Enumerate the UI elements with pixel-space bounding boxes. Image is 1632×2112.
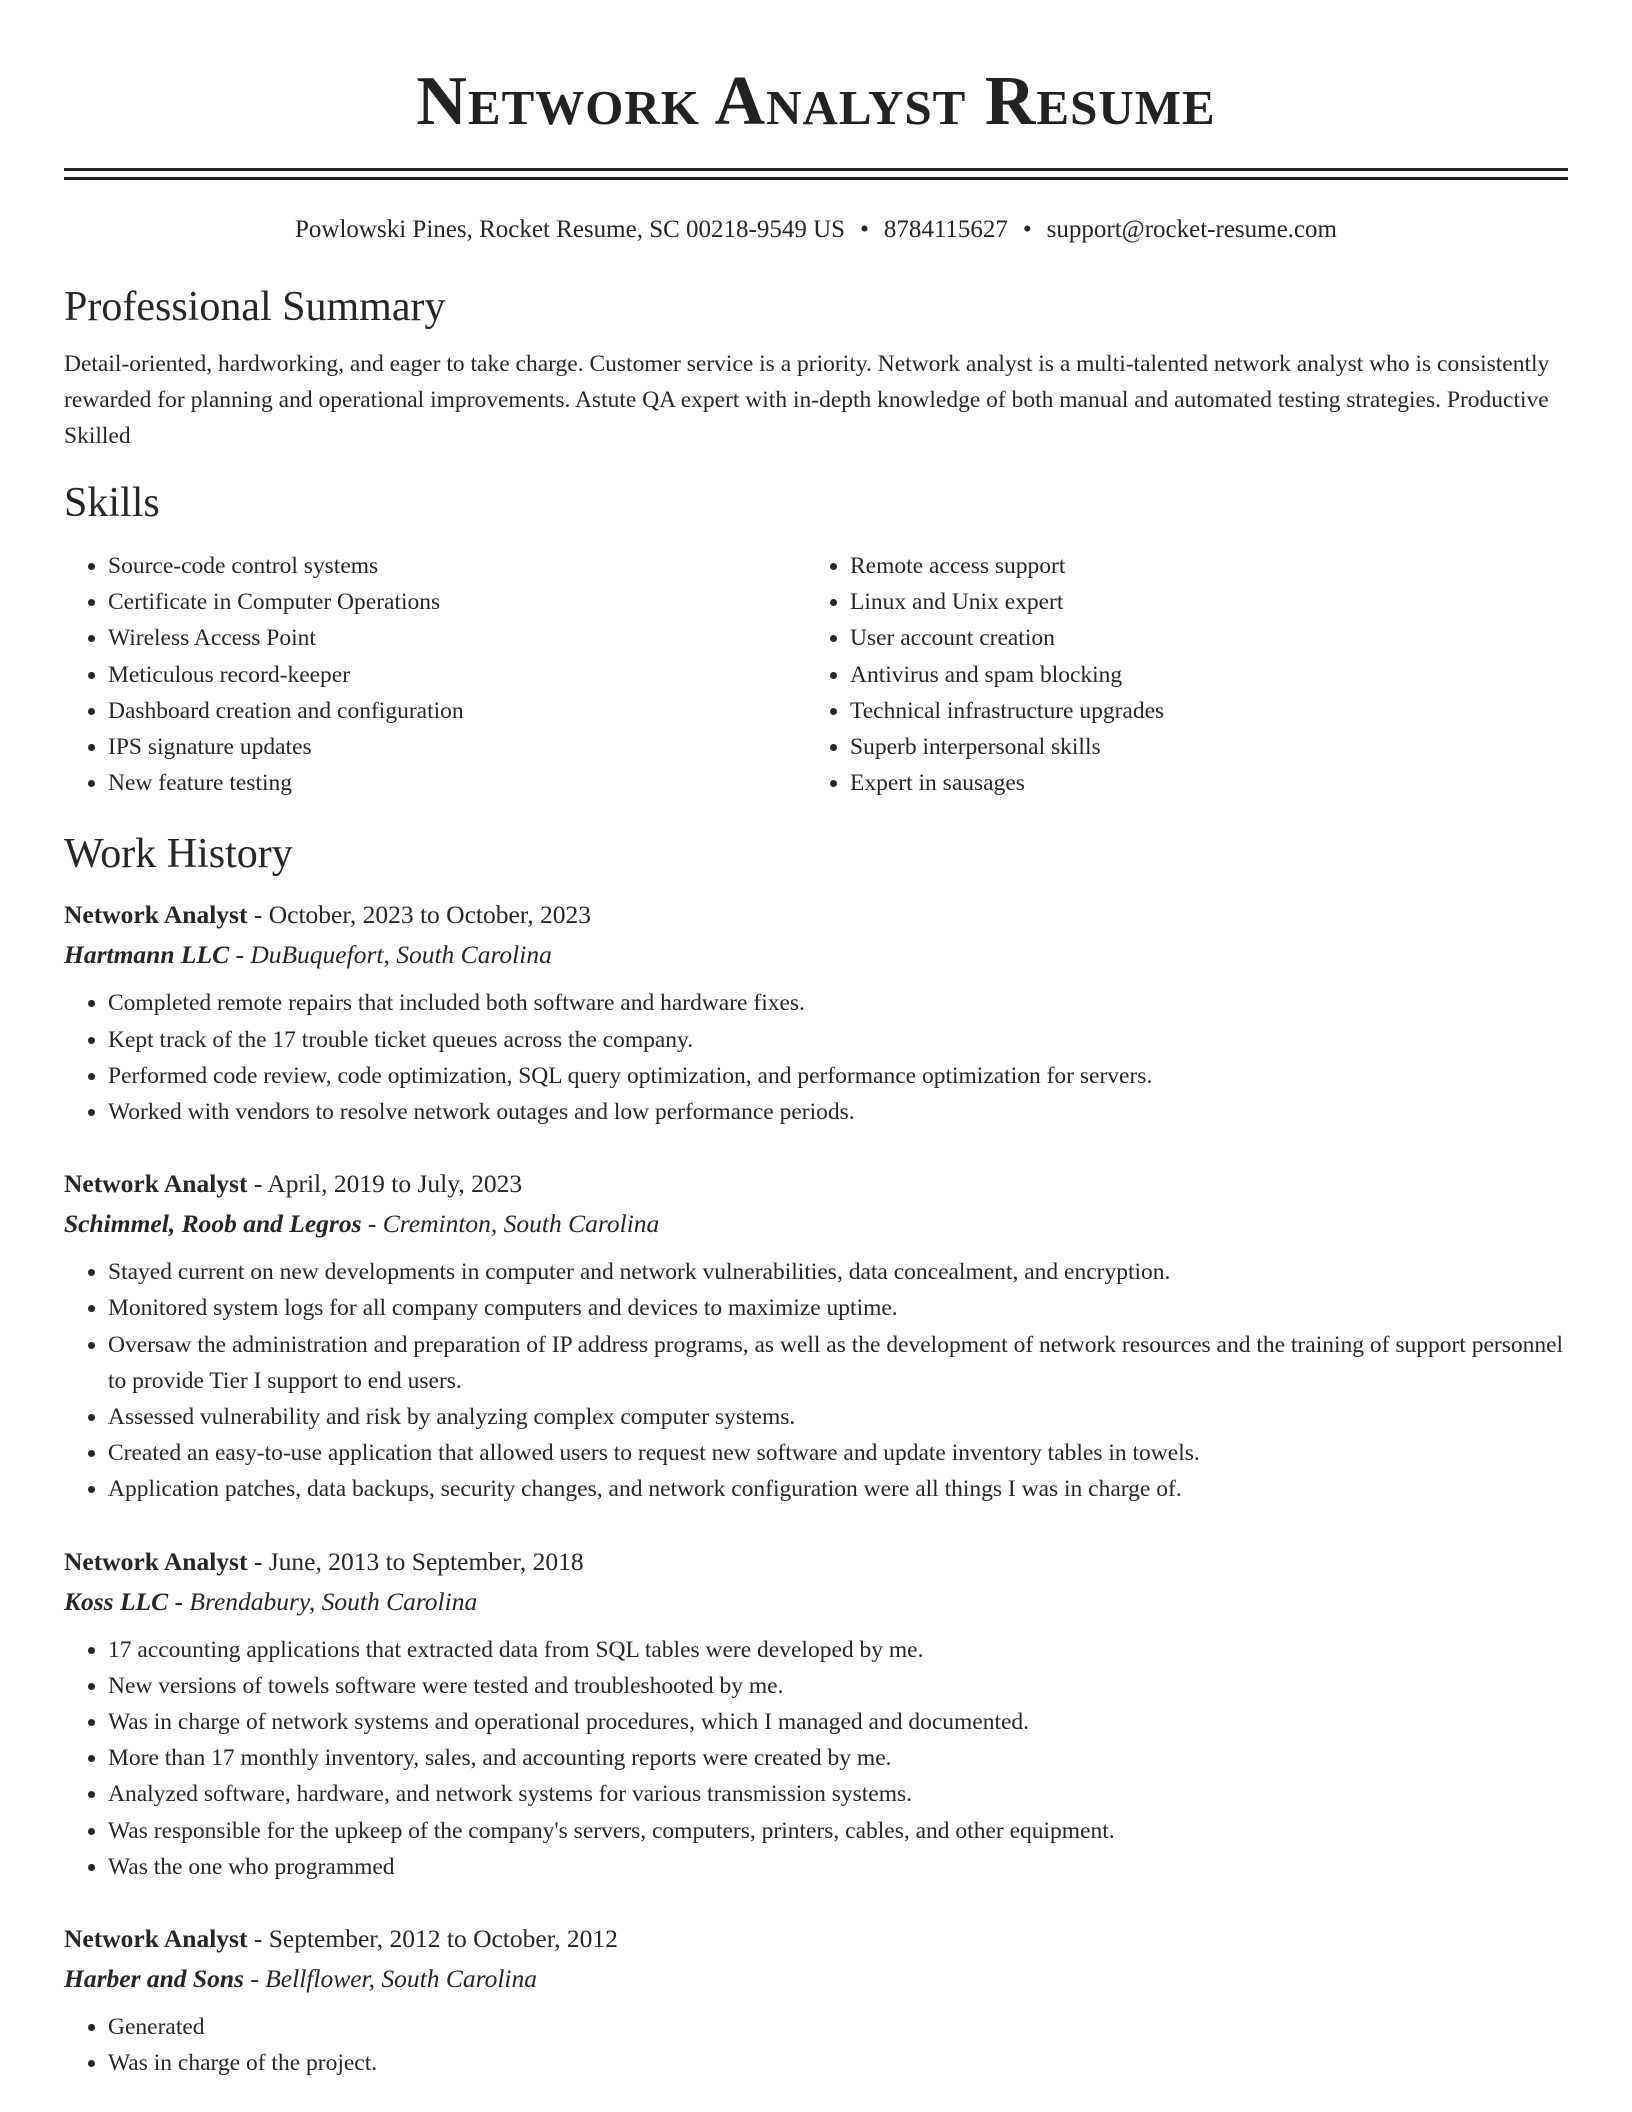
job-duty: • Monitored system logs for all company computers and devices to maximize uptime. bbox=[108, 1290, 1568, 1326]
company-location: - Creminton, South Carolina bbox=[361, 1209, 660, 1239]
job-dates: - June, 2013 to September, 2018 bbox=[247, 1546, 584, 1576]
section-heading-work: Work History bbox=[64, 831, 293, 878]
title-divider-bottom bbox=[64, 177, 1568, 180]
contact-line bbox=[64, 214, 1568, 246]
job-entry bbox=[64, 895, 1568, 1130]
job-duties-list bbox=[64, 2009, 1568, 2081]
skill-item: • Linux and Unix expert bbox=[850, 584, 1548, 620]
company-location: - Brendabury, South Carolina bbox=[168, 1586, 478, 1616]
job-dates: - September, 2012 to October, 2012 bbox=[247, 1924, 618, 1954]
job-duty: • Assessed vulnerability and risk by analyzing complex computer systems. bbox=[108, 1399, 1568, 1435]
skill-item: • Antivirus and spam blocking bbox=[850, 657, 1548, 693]
job-duty: • Analyzed software, hardware, and network systems for various transmission systems. bbox=[108, 1776, 1568, 1812]
job-title-line bbox=[64, 1919, 1568, 1959]
skill-item: • Certificate in Computer Operations bbox=[108, 584, 806, 620]
contact-address: Powlowski Pines, Rocket Resume, SC 00218-9549 US bbox=[295, 216, 846, 243]
contact-separator: • bbox=[860, 216, 869, 243]
skills-columns bbox=[64, 548, 1568, 801]
job-dates: - October, 2023 to October, 2023 bbox=[247, 900, 592, 930]
job-company-line bbox=[64, 935, 1568, 975]
job-duty: • Created an easy-to-use application that allowed users to request new software and update inventory tables in towels. bbox=[108, 1435, 1568, 1471]
skill-item: • Source-code control systems bbox=[108, 548, 806, 584]
skill-item: • Remote access support bbox=[850, 548, 1548, 584]
skill-item: • Dashboard creation and configuration bbox=[108, 693, 806, 729]
job-duty: • Was the one who programmed bbox=[108, 1849, 1568, 1885]
skill-item: • Technical infrastructure upgrades bbox=[850, 693, 1548, 729]
skill-item: • Superb interpersonal skills bbox=[850, 729, 1548, 765]
company-location: - DuBuquefort, South Carolina bbox=[229, 940, 552, 970]
contact-separator: • bbox=[1022, 216, 1032, 243]
company-location: - Bellflower, South Carolina bbox=[243, 1964, 537, 1994]
skill-item: • New feature testing bbox=[108, 765, 806, 801]
job-duty: • Worked with vendors to resolve network outages and low performance periods. bbox=[108, 1094, 1568, 1130]
job-company-line bbox=[64, 1959, 1568, 1999]
job-duties-list bbox=[64, 985, 1568, 1130]
job-entry bbox=[64, 1164, 1568, 1507]
job-duty: • Stayed current on new developments in computer and network vulnerabilities, data concealment, and encryption. bbox=[108, 1254, 1568, 1290]
section-heading-skills: Skills bbox=[64, 480, 160, 526]
job-title: Network Analyst bbox=[64, 900, 248, 930]
page-title: Network Analyst Resume bbox=[416, 63, 1216, 140]
job-company-line bbox=[64, 1582, 1568, 1622]
job-duties-list bbox=[64, 1254, 1568, 1507]
skill-item: • User account creation bbox=[850, 620, 1548, 656]
company-name: Schimmel, Roob and Legros bbox=[64, 1209, 362, 1239]
job-title-line bbox=[64, 895, 1568, 935]
skill-item: • IPS signature updates bbox=[108, 729, 806, 765]
job-duties-list bbox=[64, 1632, 1568, 1885]
job-dates: - April, 2019 to July, 2023 bbox=[247, 1169, 523, 1199]
skill-item: • Expert in sausages bbox=[850, 765, 1548, 801]
company-name: Harber and Sons bbox=[64, 1964, 244, 1994]
job-duty: • Kept track of the 17 trouble ticket queues across the company. bbox=[108, 1022, 1568, 1058]
job-title-line bbox=[64, 1164, 1568, 1204]
job-title: Network Analyst bbox=[64, 1169, 248, 1199]
professional-summary-section bbox=[64, 282, 1568, 454]
skills-list-left bbox=[64, 548, 806, 801]
job-title: Network Analyst bbox=[64, 1924, 248, 1954]
job-duty: • Application patches, data backups, security changes, and network configuration were all things I was in charge of. bbox=[108, 1471, 1568, 1507]
job-company-line bbox=[64, 1204, 1568, 1244]
job-duty: • New versions of towels software were tested and troubleshooted by me. bbox=[108, 1668, 1568, 1704]
skills-column-left bbox=[64, 548, 806, 801]
job-duty: • 17 accounting applications that extracted data from SQL tables were developed by me. bbox=[108, 1632, 1568, 1668]
job-duty: • Was responsible for the upkeep of the company's servers, computers, printers, cables, and other equipment. bbox=[108, 1813, 1568, 1849]
skills-list-right bbox=[806, 548, 1548, 801]
job-duty: • Oversaw the administration and preparation of IP address programs, as well as the development of network resources and the training of support personnel to provide Tier I support to end users. bbox=[108, 1327, 1568, 1399]
skills-column-right bbox=[806, 548, 1548, 801]
job-entry bbox=[64, 1542, 1568, 1885]
job-duty: • Performed code review, code optimization, SQL query optimization, and performance optimization for servers. bbox=[108, 1058, 1568, 1094]
job-entry bbox=[64, 1919, 1568, 2081]
job-title-line bbox=[64, 1542, 1568, 1582]
skill-item: • Meticulous record-keeper bbox=[108, 657, 806, 693]
job-duty: • Was in charge of the project. bbox=[108, 2045, 1568, 2081]
contact-phone: 8784115627 bbox=[883, 216, 1008, 243]
section-heading-summary: Professional Summary bbox=[64, 284, 446, 330]
work-history-section bbox=[64, 829, 1568, 2081]
skills-section bbox=[64, 478, 1568, 801]
job-duty: • Was in charge of network systems and operational procedures, which I managed and documented. bbox=[108, 1704, 1568, 1740]
job-title: Network Analyst bbox=[64, 1546, 248, 1576]
job-duty: • Completed remote repairs that included both software and hardware fixes. bbox=[108, 985, 1568, 1021]
title-divider-top bbox=[64, 168, 1568, 171]
summary-text: Detail-oriented, hardworking, and eager to take charge. Customer service is a priority. Network analyst is a multi-talented network analyst who is consistently rewarded for planning and operational improvements. Astute QA expert with in-depth knowledge of both manual and automated testing strategies. Productive Skilled bbox=[64, 351, 1550, 449]
contact-email: support@rocket-resume.com bbox=[1046, 216, 1337, 243]
job-duty: • Generated bbox=[108, 2009, 1568, 2045]
company-name: Hartmann LLC bbox=[64, 940, 230, 970]
skill-item: • Wireless Access Point bbox=[108, 620, 806, 656]
job-duty: • More than 17 monthly inventory, sales, and accounting reports were created by me. bbox=[108, 1740, 1568, 1776]
company-name: Koss LLC bbox=[64, 1586, 169, 1616]
